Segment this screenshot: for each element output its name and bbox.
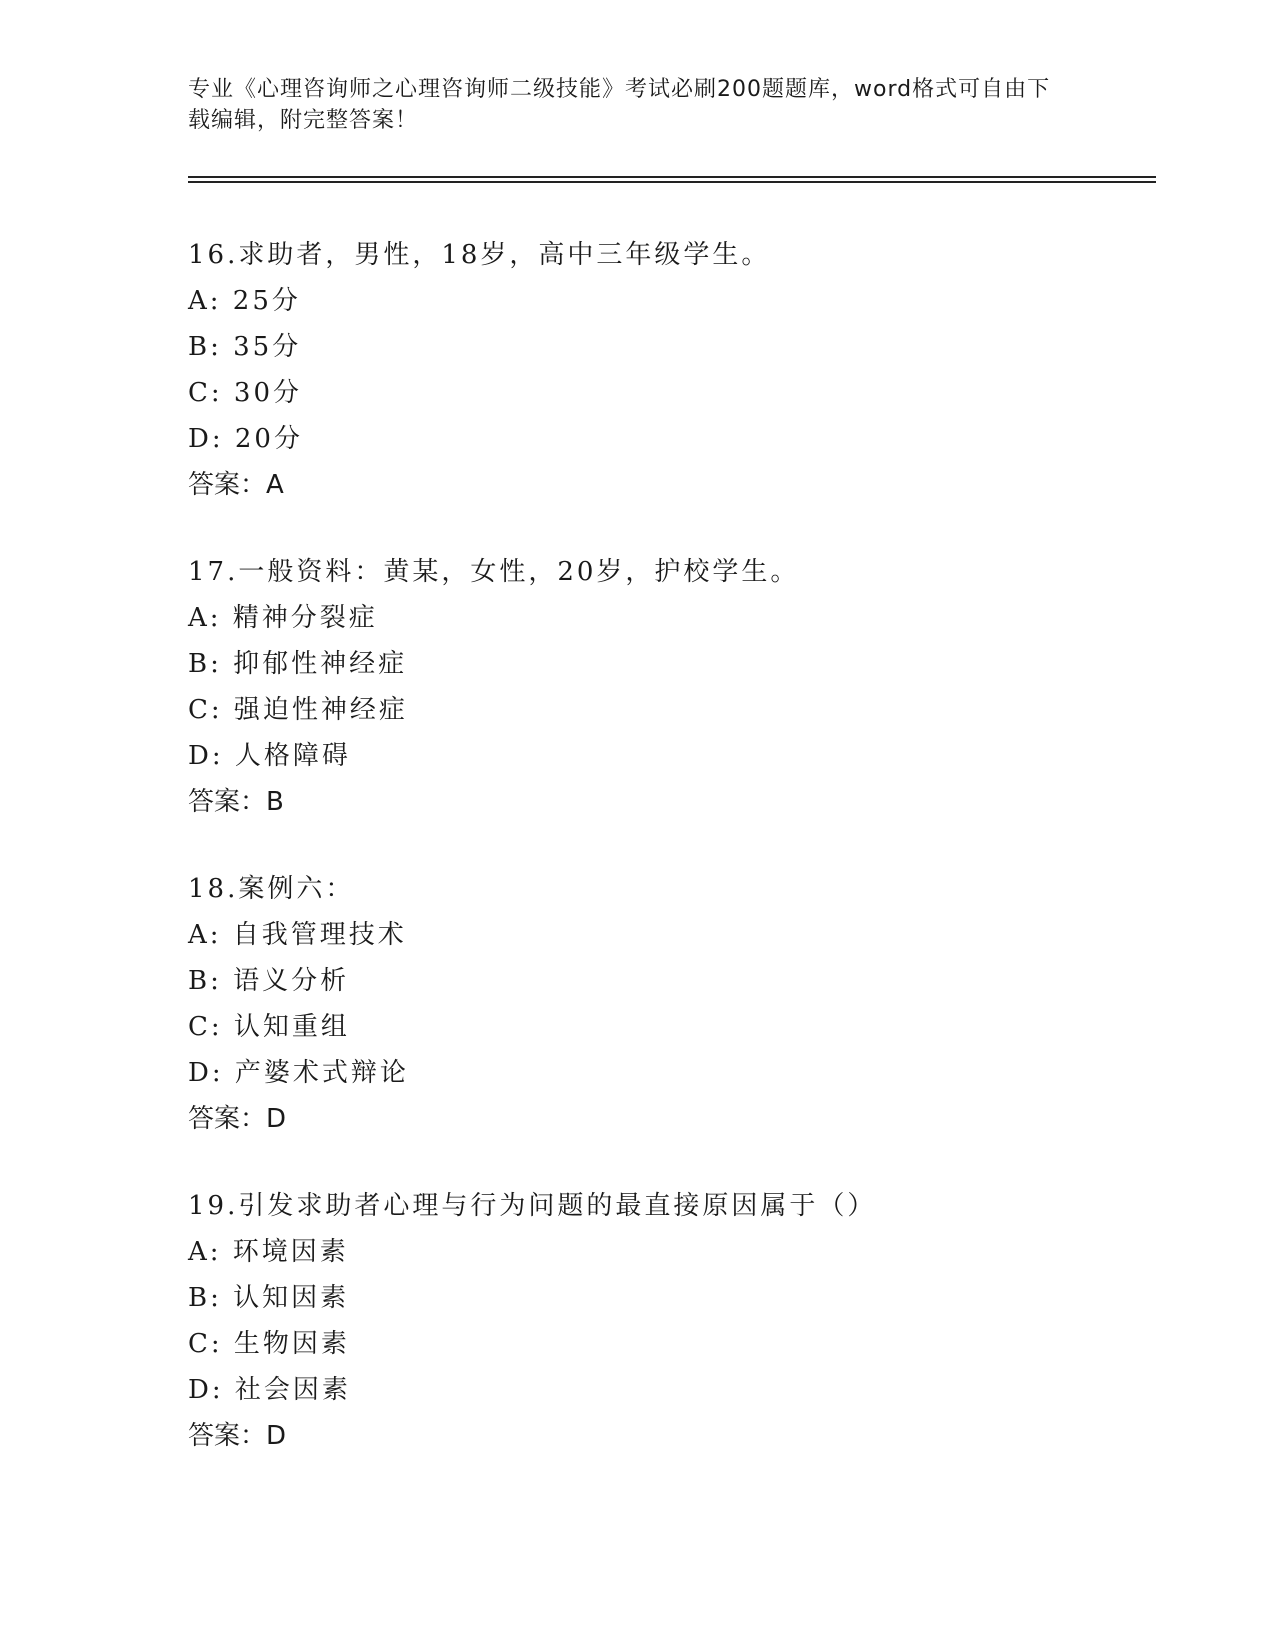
question-16 (188, 232, 1128, 508)
option-d: D: 产婆术式辩论 (188, 1058, 409, 1088)
option-b: B: 抑郁性神经症 (188, 649, 408, 679)
option-a: A: 25分 (188, 286, 301, 316)
option-c: C: 认知重组 (188, 1012, 350, 1042)
answer-line: 答案：B (188, 787, 284, 817)
option-a: A: 环境因素 (188, 1237, 349, 1267)
answer-line: 答案：D (188, 1421, 287, 1451)
answer-line: 答案：A (188, 470, 284, 500)
question-stem: 19.引发求助者心理与行为问题的最直接原因属于（） (188, 1191, 877, 1221)
option-a: A: 精神分裂症 (188, 603, 378, 633)
header-divider-top (188, 176, 1156, 178)
question-17 (188, 549, 1128, 825)
question-18 (188, 866, 1128, 1142)
question-stem: 18.案例六： (188, 874, 355, 904)
question-stem: 17.一般资料：黄某，女性，20岁，护校学生。 (188, 557, 800, 587)
option-d: D: 20分 (188, 424, 303, 454)
document-header: 专业《心理咨询师之心理咨询师二级技能》考试必刷200题题库，word格式可自由下载编辑，附完整答案！ (188, 77, 1051, 133)
option-c: C: 生物因素 (188, 1329, 350, 1359)
answer-line: 答案：D (188, 1104, 287, 1134)
question-stem: 16.求助者，男性，18岁，高中三年级学生。 (188, 240, 771, 270)
option-d: D: 人格障碍 (188, 741, 351, 771)
option-d: D: 社会因素 (188, 1375, 351, 1405)
question-19 (188, 1183, 1128, 1459)
option-c: C: 强迫性神经症 (188, 695, 408, 725)
option-a: A: 自我管理技术 (188, 920, 407, 950)
header-divider-bottom (188, 181, 1156, 183)
option-b: B: 35分 (188, 332, 302, 362)
option-c: C: 30分 (188, 378, 303, 408)
option-b: B: 语义分析 (188, 966, 350, 996)
option-b: B: 认知因素 (188, 1283, 350, 1313)
